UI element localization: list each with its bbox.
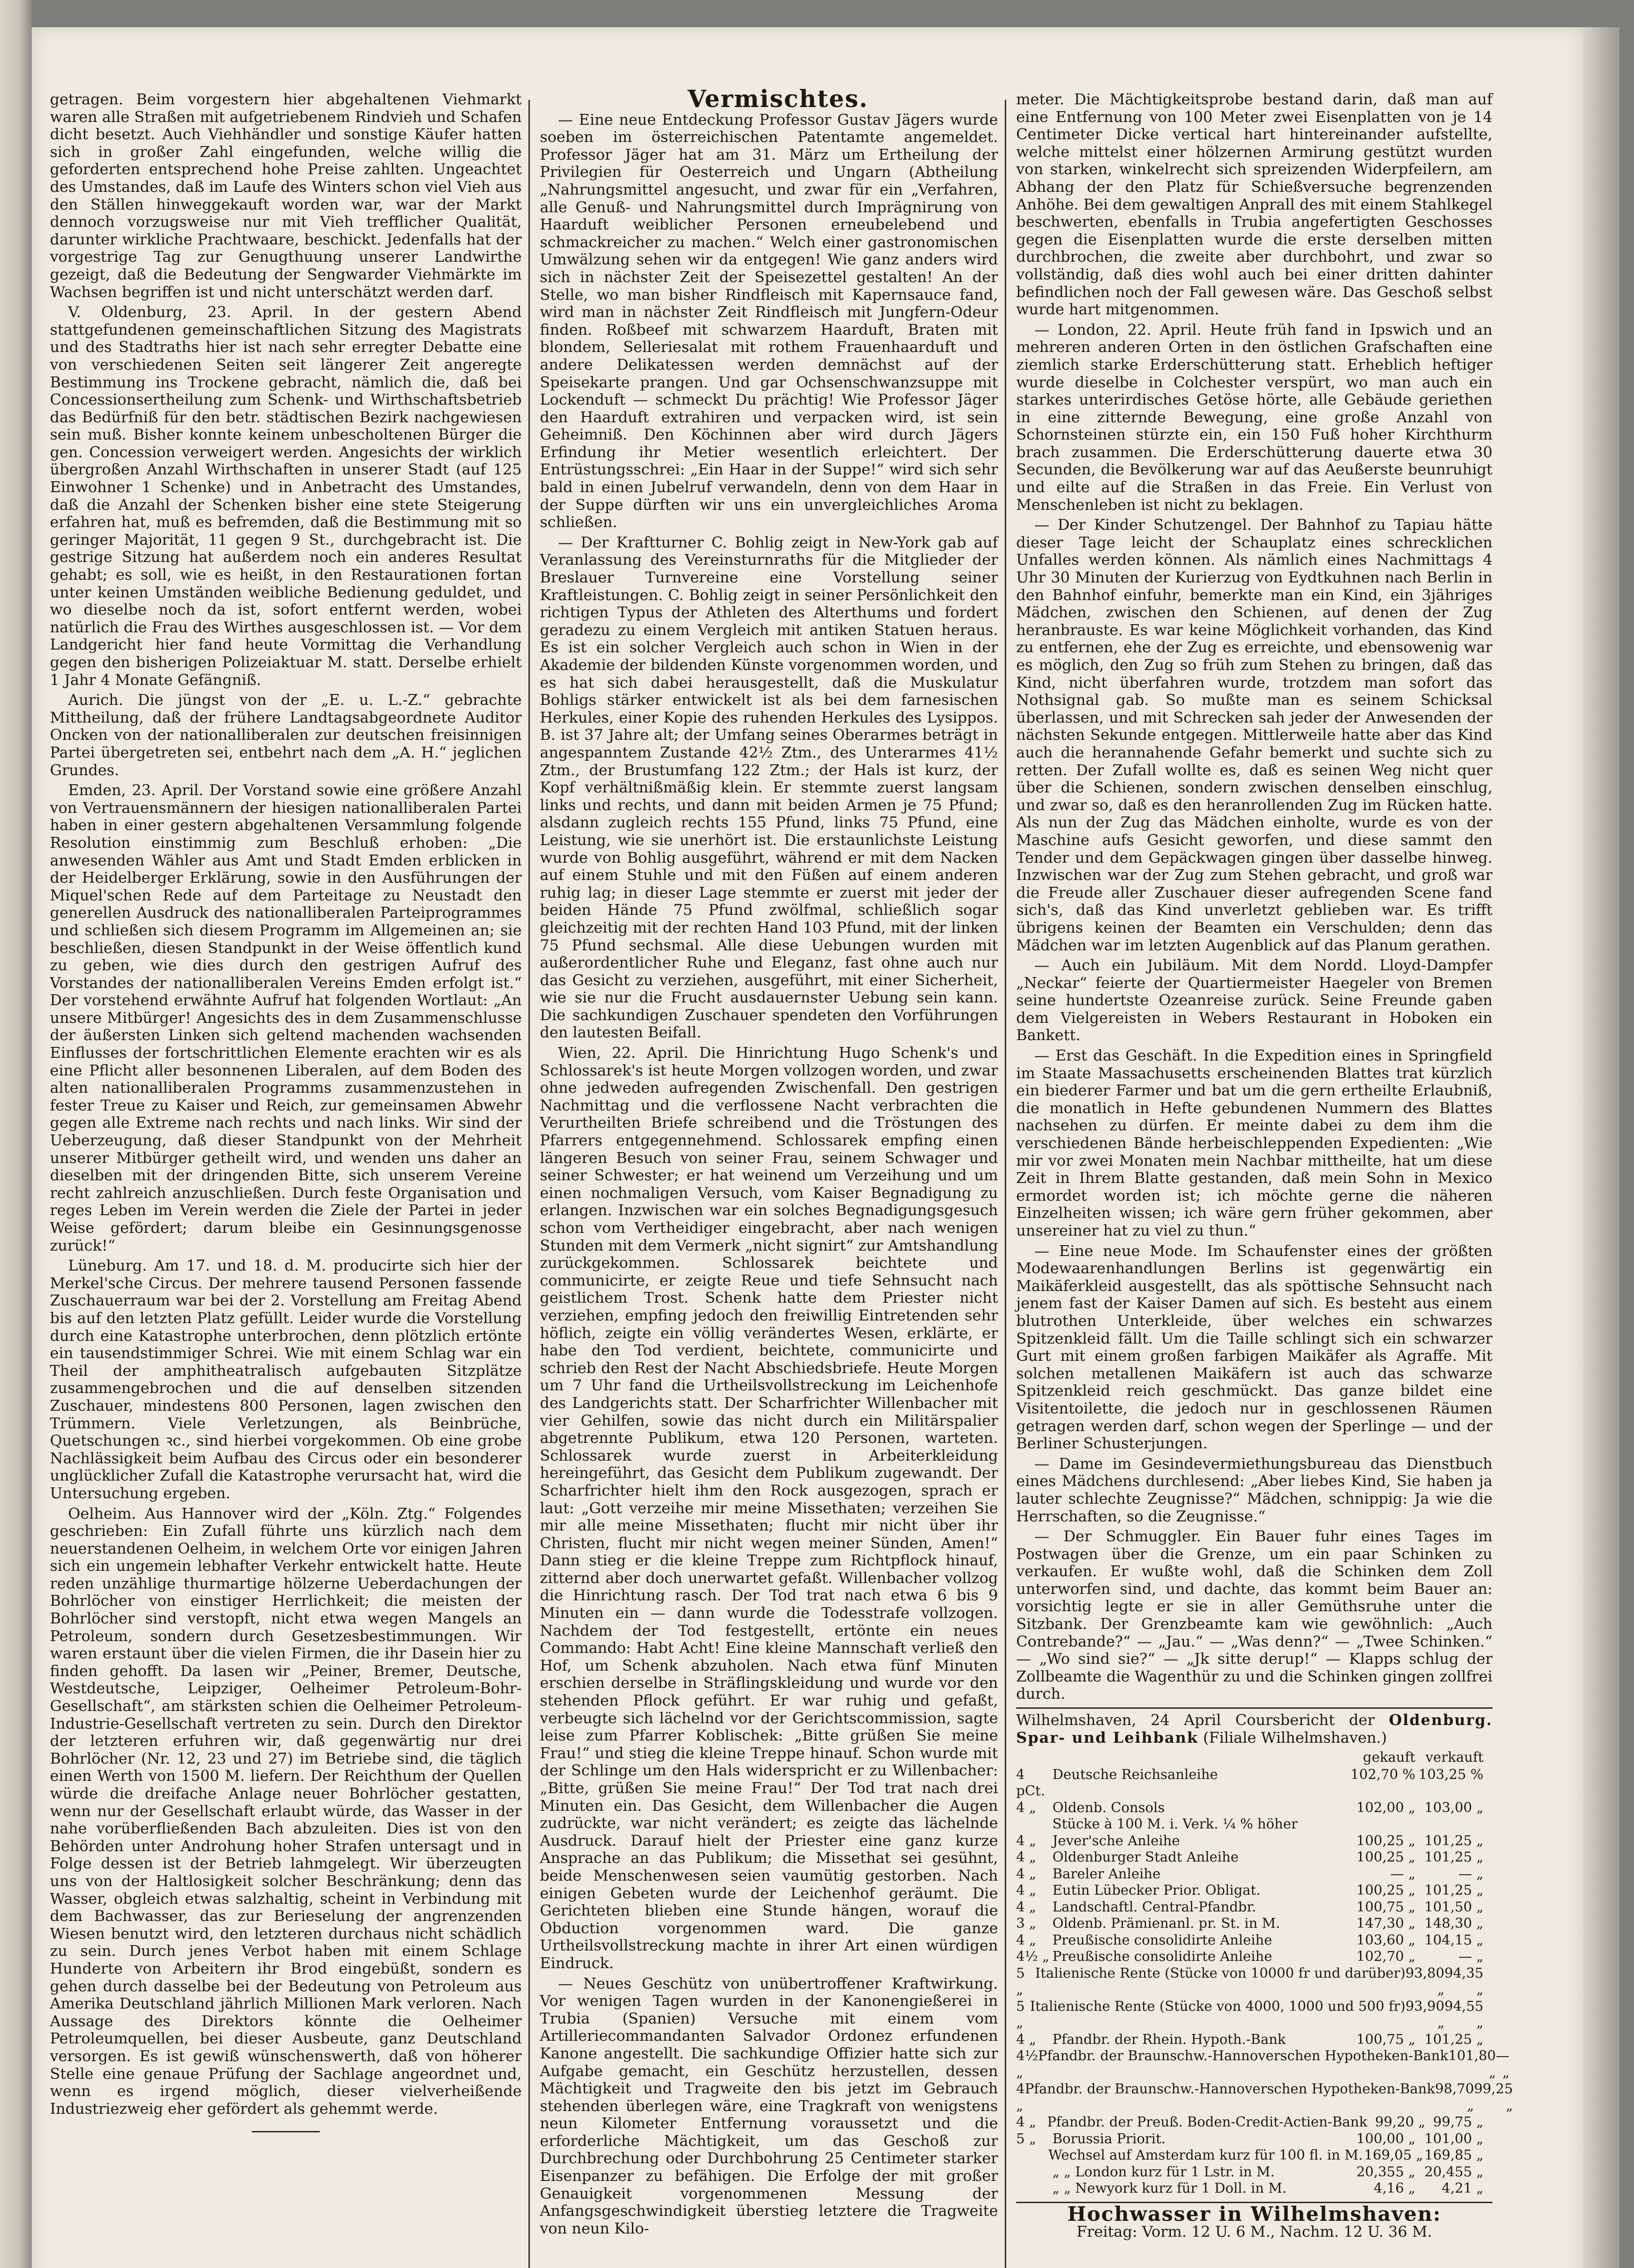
- market-rate: 4 „: [1016, 1882, 1037, 1899]
- market-sold: 94,55 „: [1444, 1998, 1483, 2031]
- market-rate: 4 „: [1016, 1849, 1037, 1866]
- market-sold: 101,00 „: [1424, 2131, 1483, 2147]
- market-sold: 103,25 %: [1418, 1766, 1483, 1783]
- market-bought: 100,25 „: [1356, 1833, 1415, 1849]
- market-sold: 101,25 „: [1424, 1849, 1483, 1866]
- article-schmuggler: — Der Schmuggler. Ein Bauer fuhr eines Tages im Postwagen über die Grenze, um ein paar Schinken zu verkaufen. Er wußte wohl, daß die Schinken dem Zoll unterworfen sind, und dachte, das kommt beim Bauer an: vorsichtig legte er sie in aller Gemüthsruhe unter die Sitzbank. Der Grenzbeamte kam wie gewöhnlich: „Auch Contrebande?“ — „Jau.“ — „Was denn?“ — „Twee Schinken.“ — „Wo sind sie?“ — „Jk sitte derup!“ — Klapps schlug der Zollbeamte die Wagenthür zu und die Schinken gingen zollfrei durch.: [1016, 1527, 1492, 1703]
- market-rate: 4½ „: [1016, 2048, 1038, 2081]
- market-bought: 100,00 „: [1356, 2131, 1415, 2147]
- market-sold: 104,15 „: [1424, 1932, 1483, 1948]
- column-rule: [528, 100, 530, 2268]
- market-bought: 100,25 „: [1356, 1882, 1415, 1899]
- market-rate: 3 „: [1016, 1916, 1037, 1932]
- market-row: [1016, 1833, 1492, 1850]
- market-sold: — „: [1458, 1949, 1483, 1965]
- article-oelheim: Oelheim. Aus Hannover wird der „Köln. Ztg.“ Folgendes geschrieben: Ein Zufall führte uns kürzlich nach dem neuerstandenen Oelheim, in welchem Orte vor einigen Jahren sich ein ungemein lebhafter Verkehr entwickelt hatte. Heute reden unzählige thurmartige hölzerne Ueberdachungen der Bohrlöcher von einstiger Herrlichkeit; die meisten der Bohrlöcher sind verstopft, nicht etwa wegen Mangels an Petroleum, sondern durch Gesetzesbestimmungen. Wir waren erstaunt über die vielen Firmen, die ihr Dasein hier zu finden gehofft. Da lasen wir „Peiner, Bremer, Deutsche, Westdeutsche, Leipziger, Oelheimer Petroleum-Bohr-Gesellschaft“, am stärksten schien die Oelheimer Petroleum-Industrie-Gesellschaft vertreten zu sein. Durch den Direktor der letzteren erfuhren wir, daß gegenwärtig nur drei Bohrlöcher (Nr. 12, 23 und 27) im Betriebe sind, die täglich einen Werth von 1500 M. liefern. Der Reichthum der Quellen würde die dreifache Anlage neuer Bohrlöcher gestatten, wenn nur der Gesellschaft erlaubt würde, das Wasser in der nahe vorüberfließenden Bach abzuleiten. Dies ist von den Behörden unter Androhung hoher Strafen untersagt und in Folge dessen ist der Betrieb lahmgelegt. Wir überzeugten uns von der Haltlosigkeit solcher Beschränkung; denn das Wasser, obgleich etwas salzhaltig, scheint in Verbindung mit dem Bachwasser, das zur Berieselung der angrenzenden Wiesen benutzt wird, den letzteren durchaus nicht schädlich zu sein. Durch jenes Verbot haben mit einem Schlage Hunderte von Arbeitern ihr Brod eingebüßt, sondern es gehen durch dasselbe bei der Bedeutung von Petroleum aus Amerika Deutschland jährlich Millionen Mark verloren. Nach Aussage des Direktors könnte die Oelheimer Petroleumquellen, bei dieser Ausbeute, ganz Deutschland versorgen. Es ist gewiß wünschenswerth, daß von höherer Stelle eine genaue Prüfung der Sachlage angeordnet und, wenn es irgend möglich, dieser vielverheißende Industriezweig eher gefördert als gehemmt werde.: [50, 1504, 522, 2117]
- market-row: [1016, 1932, 1492, 1949]
- article-viehmarkt: getragen. Beim vorgestern hier abgehaltenen Viehmarkt waren alle Straßen mit aufgetriebenem Rindvieh und Schafen dicht besetzt. Auch Viehhändler und sonstige Käufer hatten sich in großer Zahl eingefunden, welche willig die geforderten entsprechend hohe Preise zahlten. Ungeachtet des Umstandes, daß im Laufe des Winters schon viel Vieh aus den Ställen hinweggekauft worden war, war der Markt dennoch vorzugsweise nur mit Vieh trefflicher Qualität, darunter wirkliche Prachtwaare, beschickt. Jedenfalls hat der vorgestrige Tag zur Genugthuung unserer Landwirthe gezeigt, daß die Bedeutung der Sengwarder Viehmärkte im Wachsen begriffen ist und nicht unterschätzt werden darf.: [50, 90, 522, 301]
- market-sold: 99,25 „: [1474, 2081, 1513, 2114]
- market-rate: 4½ „: [1016, 1949, 1050, 1965]
- market-row: [1016, 2180, 1492, 2197]
- market-rate: 4 pCt.: [1016, 1766, 1045, 1799]
- high-water-notice: [1016, 2202, 1492, 2241]
- market-security-name: Pfandbr. der Braunschw.-Hannoverschen Hypotheken-Bank: [1038, 2048, 1448, 2064]
- section-title: Vermischtes.: [687, 85, 869, 113]
- market-row: [1016, 2131, 1492, 2148]
- market-rate: 5 „: [1016, 1998, 1025, 2031]
- market-security-name: Stücke à 100 M. i. Verk. ¼ % höher: [1052, 1816, 1298, 1833]
- article-jubilaeum: — Auch ein Jubiläum. Mit dem Nordd. Lloyd-Dampfer „Neckar“ feierte der Quartiermeister Haegeler von Bremen seine hundertste Ozeanreise zurück. Seine Freunde gaben dem Vielgereisten in Webers Restaurant in Hoboken ein Bankett.: [1016, 956, 1492, 1044]
- market-row: [1016, 1949, 1492, 1965]
- market-row: [1016, 1767, 1492, 1800]
- market-bought: 4,16 „: [1374, 2180, 1415, 2197]
- market-security-name: Wechsel auf Amsterdam kurz für 100 fl. in M.: [1048, 2147, 1363, 2164]
- market-security-name: Pfandbr. der Preuß. Boden-Credit-Actien-Bank: [1047, 2114, 1368, 2131]
- market-sold: 169,85 „: [1424, 2147, 1484, 2164]
- market-row: [1016, 1916, 1492, 1932]
- article-dienstbuch: — Dame im Gesindevermiethungsbureau das Dienstbuch eines Mädchens durchlesend: „Aber liebes Kind, Sie haben ja lauter schlechte Zeugnisse?“ Mädchen, schnippig: Ja wie die Herrschaften, so die Zeugnisse.“: [1016, 1454, 1492, 1525]
- market-sold: 99,75 „: [1433, 2114, 1484, 2131]
- article-bohlig: — Der Kraftturner C. Bohlig zeigt in New-York gab auf Veranlassung des Vereinsturnraths für die Mitglieder der Breslauer Turnvereine eine Vorstellung seiner Kraftleistungen. C. Bohlig zeigt in seiner Persönlichkeit den richtigen Typus der Athleten des Alterthums und fordert geradezu zu einem Vergleich mit antiken Statuen heraus. Es ist ein solcher Vergleich auch schon in Wien in der Akademie der bildenden Künste vorgenommen worden, und es hat sich dabei herausgestellt, daß die Muskulatur Bohligs stärker entwickelt ist als bei dem farnesischen Herkules, einer Kopie des ruhenden Herkules des Lysippos. B. ist 37 Jahre alt; der Umfang seines Oberarmes beträgt in angespanntem Zustande 42½ Ztm., des Unterarmes 41½ Ztm., der Brustumfang 122 Ztm.; der Hals ist kurz, der Kopf verhältnißmäßig klein. Er stemmte zuerst langsam links und rechts, und dann mit beiden Armen je 75 Pfund; alsdann zugleich rechts 155 Pfund, links 75 Pfund, eine Leistung, wie sie unerhört ist. Die erstaunlichste Leistung wurde von Bohlig ausgeführt, während er mit dem Nacken auf einem Stuhle und mit den Füßen auf einem anderen ruhig lag; in dieser Lage stemmte er zuerst mit jeder der beiden Hände 75 Pfund zwölfmal, schließlich sogar gleichzeitig mit der rechten Hand 103 Pfund, mit der linken 75 Pfund sechsmal. Alle diese Uebungen wurden mit außerordentlicher Ruhe und Eleganz, fast ohne auch nur das Gesicht zu verziehen, ausgeführt, mit einer Sicherheit, wie sie nur die Frucht ausdauernster Uebung sein kann. Die sachkundigen Zuschauer spendeten den Vorführungen den lautesten Beifall.: [540, 533, 998, 1041]
- column-2: [540, 85, 998, 2268]
- market-sold: 101,25 „: [1424, 1833, 1483, 1849]
- market-bought: 100,75 „: [1356, 2031, 1415, 2048]
- market-security-name: Pfandbr. der Rhein. Hypoth.-Bank: [1052, 2031, 1286, 2048]
- market-rate: 4 „: [1016, 1866, 1037, 1882]
- market-bought: 100,75 „: [1356, 1899, 1415, 1915]
- high-water-title: Hochwasser in Wilhelmshaven:: [1067, 2202, 1442, 2226]
- market-report-place: Wilhelmshaven, 24 April: [1016, 1711, 1221, 1729]
- market-bought: 93,80 „: [1405, 1965, 1445, 1998]
- market-sold: 101,25 „: [1424, 1882, 1483, 1899]
- market-row: [1016, 1849, 1492, 1866]
- market-sold: 4,21 „: [1442, 2180, 1483, 2197]
- market-report-branch: (Filiale Wilhelmshaven.): [1203, 1728, 1387, 1746]
- market-bought: 93,90 „: [1405, 1998, 1445, 2031]
- market-rate: 4 „: [1016, 2081, 1025, 2114]
- market-row: [1016, 2081, 1513, 2114]
- market-rate: [1016, 1816, 1052, 1833]
- article-aurich: Aurich. Die jüngst von der „E. u. L.-Z.“ gebrachte Mittheilung, daß der frühere Landtagsabgeordnete Auditor Oncken von der nationalliberalen zur deutschen freisinnigen Partei übergetreten sei, entbehrt nach dem „A. H.“ jeglichen Grundes.: [50, 691, 522, 779]
- market-bought: 20,355 „: [1356, 2164, 1415, 2180]
- market-rate: 4 „: [1016, 2031, 1037, 2048]
- market-security-name: Deutsche Reichsanleihe: [1052, 1766, 1218, 1783]
- market-rate: 4 „: [1016, 1799, 1037, 1816]
- market-rate: [1016, 2147, 1048, 2164]
- article-emden: Emden, 23. April. Der Vorstand sowie eine größere Anzahl von Vertrauensmännern der hiesigen nationalliberalen Partei haben in einer gestern abgehaltenen Versammlung folgende Resolution einstimmig zum Beschluß erhoben: „Die anwesenden Wähler aus Amt und Stadt Emden erblicken in der Heidelberger Erklärung, sowie in den Ausführungen der Miquel'schen Rede auf dem Parteitage zu Neustadt den generellen Ausdruck des nationalliberalen Parteiprogrammes und schließen sich diesem Programm im Allgemeinen an; sie beschließen, diesen Standpunkt in der Weise öffentlich kund zu geben, wie dies durch den gestrigen Aufruf des Vorstandes der nationalliberalen Vereins Emden erfolgt ist.“ Der vorstehend erwähnte Aufruf hat folgenden Wortlaut: „An unsere Mitbürger! Angesichts des in dem Zusammenschlusse der äußersten Linken sich geltend machenden wachsenden Einflusses der fortschrittlichen Elemente erachten wir es als eine Pflicht aller besonnenen Liberalen, auf dem Boden des alten nationalliberalen Programms zusammenzustehen in fester Treue zu Kaiser und Reich, zur gemeinsamen Abwehr gegen alle Extreme nach rechts und nach links. Wir sind der Ueberzeugung, daß dieser Standpunkt von der Mehrheit unserer Mitbürger getheilt wird, und wenden uns daher an dieselben mit der dringenden Bitte, sich unserem Vereine recht zahlreich anzuschließen. Durch feste Organisation und reges Leben im Verein werden die Ziele der Partei in jeder Weise gefördert; darum bleibe ein Gesinnungsgenosse zurück!“: [50, 781, 522, 1254]
- market-sold: 101,25 „: [1424, 2031, 1483, 2048]
- market-security-name: Preußische consolidirte Anleihe: [1052, 1932, 1272, 1948]
- column-rule: [1005, 100, 1006, 2268]
- market-row: [1016, 2147, 1492, 2164]
- market-rate: 4 „: [1016, 1932, 1037, 1948]
- market-security-name: Preußische consolidirte Anleihe: [1052, 1949, 1272, 1965]
- market-security-name: Oldenb. Prämienanl. pr. St. in M.: [1052, 1916, 1280, 1932]
- market-sold: 148,30 „: [1424, 1916, 1483, 1932]
- market-row: [1016, 1882, 1492, 1899]
- market-row: [1016, 2164, 1492, 2181]
- market-row: [1016, 1965, 1492, 1999]
- market-row: [1016, 2048, 1510, 2081]
- column-3: [1016, 90, 1513, 2268]
- article-geschaeft: — Erst das Geschäft. In die Expedition eines in Springfield im Staate Massachusetts erscheinenden Blattes trat kürzlich ein biederer Farmer und bat um die gern ertheilte Erlaubniß, die monatlich in Hefte gebundenen Nummern des Blattes nachsehen zu dürfen. Er meinte dabei zu dem ihm die verschiedenen Bände herbeischleppenden Expedienten: „Wie mir vor zwei Monaten mein Nachbar mittheilte, hat um diese Zeit in Ihrem Blatte gestanden, daß mein Sohn in Mexico ermordet worden ist; ich möchte gerne die näheren Einzelheiten wissen; ich wäre gern früher gekommen, aber unsereiner hat zu viel zu thun.“: [1016, 1046, 1492, 1239]
- page-edge-right: [1583, 27, 1619, 2268]
- market-sold: 101,50 „: [1424, 1899, 1483, 1915]
- market-report-title: [1016, 1707, 1492, 1746]
- article-schutzengel: — Der Kinder Schutzengel. Der Bahnhof zu Tapiau hätte dieser Tage leicht der Schauplatz eines schrecklichen Unfalles werden können. Als nämlich eines Nachmittags 4 Uhr 30 Minuten der Kurierzug von Eydtkuhnen nach Berlin in den Bahnhof einfuhr, bemerkte man ein Kind, ein 3jähriges Mädchen, zwischen den Schienen, auf denen der Zug heranbrauste. Es war keine Möglichkeit vorhanden, das Kind zu entfernen, ehe der Zug es erreichte, und ebensowenig war es möglich, den Zug so früh zum Stehen zu bringen, daß das Kind, nicht überfahren wurde, trotzdem man sofort das Nothsignal gab. So mußte man es seinem Schicksal überlassen, und mit Schrecken sah jeder der Anwesenden der nächsten Sekunde entgegen. Mittlerweile hatte aber das Kind auch die herannahende Gefahr bemerkt und suchte sich zu retten. Der Zufall wollte es, daß es seinen Weg nicht quer über die Schienen, sondern zwischen denselben einschlug, und zwar so, daß es den heranrollenden Zug im Rücken hatte. Als nun der Zug das Mädchen einholte, wurde es von der Maschine aufs Gesicht geworfen, und diese sammt den Tender und dem Gepäckwagen gingen über dasselbe hinweg. Inzwischen war der Zug zum Stehen gebracht, und groß war die Freude aller Zuschauer dieser aufregenden Scene fand sich's, daß das Kind unverletzt geblieben war. Es trifft übrigens keinen der Beamten ein Verschulden; denn das Mädchen war im letzten Augenblick auf das Planum gerathen.: [1016, 516, 1492, 954]
- market-row: [1016, 1800, 1492, 1817]
- market-security-name: Italienische Rente (Stücke von 4000, 1000 und 500 fr): [1030, 1998, 1406, 2014]
- market-sold: 103,00 „: [1424, 1799, 1483, 1816]
- market-bought: — „: [1390, 1866, 1415, 1882]
- market-sold: [1415, 1816, 1492, 1833]
- market-row: [1016, 1999, 1492, 2032]
- market-security-name: „ „ Newyork kurz für 1 Doll. in M.: [1052, 2180, 1287, 2197]
- article-lueneburg: Lüneburg. Am 17. und 18. d. M. producirte sich hier der Merkel'sche Circus. Der mehrere tausend Personen fassende Zuschauerraum war bei der 2. Vorstellung am Freitag Abend bis auf den letzten Platz gefüllt. Leider wurde die Vorstellung durch eine Katastrophe unterbrochen, denn plötzlich ertönte ein tausendstimmiger Schrei. Wie mit einem Schlag war ein Theil der amphitheatralisch aufgebauten Sitzplätze zusammengebrochen und die auf denselben sitzenden Zuschauer, mindestens 800 Personen, lagen zwischen den Trümmern. Viele Verletzungen, als Beinbrüche, Quetschungen ꝛc., sind hierbei vorgekommen. Ob eine grobe Nachlässigkeit beim Aufbau des Circus oder ein besonderer unglücklicher Zufall die Katastrophe verursacht hat, wird die Untersuchung ergeben.: [50, 1256, 522, 1502]
- market-sold: — „: [1496, 2048, 1510, 2081]
- article-london: — London, 22. April. Heute früh fand in Ipswich und an mehreren anderen Orten in den östlichen Grafschaften eine ziemlich starke Erderschütterung statt. Erheblich heftiger wurde dieselbe in Colchester verspürt, wo man auch ein starkes unterirdisches Getöse hörte, alle Gebäude geriethen in eine zitternde Bewegung, eine große Anzahl von Schornsteinen stürzte ein, ein 150 Fuß hoher Kirchthurm brach zusammen. Die Erderschütterung dauerte etwa 30 Secunden, die Bevölkerung war auf das Aeußerste beunruhigt und eilte auf die Straßen in das Freie. Ein Verlust von Menschenleben ist nicht zu beklagen.: [1016, 320, 1492, 513]
- market-bought: 101,80 „: [1448, 2048, 1496, 2081]
- market-rate: [1016, 2180, 1052, 2197]
- market-report: [1016, 1707, 1513, 2197]
- article-mode: — Eine neue Mode. Im Schaufenster eines der größten Modewaarenhandlungen Berlins ist gegenwärtig ein Maikäferkleid ausgestellt, das als spöttische Sehnsucht nach jenem fast der Kaiser Damen auf sich. Es besteht aus einem blutrothen Unterkleide, über welches ein schwarzes Spitzenkleid fällt. Um die Taille schlingt sich ein schwarzer Gurt mit einem großen farbigen Maikäfer als Agraffe. Mit solchen metallenen Maikäfern ist auch das schwarze Spitzenkleid reich geschmückt. Das ganze bildet eine Visitentoilette, die jedoch nur in geschlossenen Räumen getragen werden darf, schon wegen der Sperlinge — und der Berliner Schusterjungen.: [1016, 1242, 1492, 1452]
- market-bought: 102,70 „: [1356, 1949, 1415, 1965]
- market-sold: — „: [1458, 1866, 1483, 1882]
- high-water-times: Freitag: Vorm. 12 U. 6 M., Nachm. 12 U. 36 M.: [1076, 2223, 1432, 2241]
- market-bought: 169,05 „: [1364, 2147, 1424, 2164]
- market-bought: 99,20 „: [1375, 2114, 1426, 2131]
- market-sold: 94,35 „: [1444, 1965, 1483, 1998]
- end-rule: [252, 2131, 320, 2132]
- market-report-rows: [1016, 1766, 1513, 2197]
- article-wien: Wien, 22. April. Die Hinrichtung Hugo Schenk's und Schlossarek's ist heute Morgen vollzogen worden, und zwar ohne jedweden aufregenden Zwischenfall. Den gestrigen Nachmittag und die verflossene Nacht verbrachten die Verurtheilten Briefe schreibend und die Tröstungen des Pfarrers entgegennehmend. Schlossarek empfing einen längeren Besuch von seiner Frau, seinem Schwager und seiner Schwester; er hat weinend um Verzeihung und um einen nochmaligen Versuch, vom Kaiser Begnadigung zu erlangen. Inzwischen war ein solches Begnadigungsgesuch schon vom Vertheidiger eingebracht, aber nach wenigen Stunden mit dem Vermerk „nicht signirt“ zur Amtshandlung zurückgekommen. Schlossarek beichtete und communicirte, er zeigte Reue und tiefe Sehnsucht nach geistlichem Trost. Schenk hatte dem Priester nicht verziehen, empfing jedoch den freiwillig Eintretenden sehr höflich, zeigte ein völlig verändertes Wesen, erklärte, er habe den Tod verdient, beichtete, communicirte und schrieb den Rest der Nacht Abschiedsbriefe. Heute Morgen um 7 Uhr fand die Urtheilsvollstreckung im Leichenhofe des Landgerichts statt. Der Scharfrichter Willenbacher mit vier Gehilfen, sowie das nicht durch ein Militärspalier abgetrennte Publikum, etwa 120 Personen, warteten. Schlossarek wurde zuerst in Arbeiterkleidung hereingeführt, das Gesicht dem Publikum zugewandt. Der Scharfrichter hielt ihm den Rock ausgezogen, sprach er laut: „Gott verzeihe mir meine Missethaten; verzeihen Sie mir alle meine Missethaten; flucht mir nicht über ihr Christen, flucht mir nicht wegen meiner Sünden, Amen!“ Dann stieg er die kleine Treppe zum Richtpflock hinauf, zitternd aber doch unerwartet gefaßt. Willenbacher vollzog die Hinrichtung rasch. Der Tod trat nach etwa 6 bis 9 Minuten ein — dann wurde die Todesstrafe vollzogen. Nachdem der Tod festgestellt, ertönte ein neues Commando: Habt Acht! Eine kleine Mannschaft verließ den Hof, um Schenk abzuholen. Nach etwa fünf Minuten erschien derselbe in Sträflingskleidung und wurde vor den stehenden Pflock geführt. Er war ruhig und gefaßt, verbeugte sich lächelnd vor der Gerichtscommission, sagte leise zum Pfarrer Koblischek: „Bitte grüßen Sie meine Frau!“ und stieg die kleine Treppe hinauf. Schon wurde mit der Schlinge um den Hals widerspricht er zu Willenbacher: „Bitte, grüßen Sie meine Frau!“ Der Tod trat nach drei Minuten ein. Das Gesicht, dem Willenbacher die Augen zudrückte, war nicht verändert; es zeigte das lächelnde Ausdruck. Darauf hielt der Priester eine ganz kurze Ansprache an das Publikum; die Missethat sei gesühnt, beide Menschenwesen seien vaumütig gestorben. Nach einigen Gebeten wurde der Leichenhof geräumt. Die Gerichteten blieben eine Stunde hängen, worauf die Obduction vorgenommen ward. Die ganze Urtheilsvollstreckung machte in ihrer Art einen würdigen Eindruck.: [540, 1044, 998, 1972]
- market-bought: 100,25 „: [1356, 1849, 1415, 1866]
- market-security-name: Oldenb. Consols: [1052, 1799, 1165, 1816]
- market-rate: 4 „: [1016, 1833, 1037, 1849]
- market-report-label: Coursbericht der: [1235, 1711, 1375, 1729]
- market-report-header: [1016, 1749, 1492, 1767]
- market-row: [1016, 1899, 1492, 1916]
- market-security-name: Oldenburger Stadt Anleihe: [1052, 1849, 1239, 1866]
- market-row: [1016, 1816, 1492, 1833]
- market-security-name: Italienische Rente (Stücke von 10000 fr und darüber): [1035, 1965, 1406, 1981]
- market-rate: [1016, 2164, 1052, 2181]
- market-bought: [1347, 1816, 1415, 1833]
- market-security-name: Borussia Priorit.: [1052, 2131, 1166, 2147]
- market-security-name: Bareler Anleihe: [1052, 1866, 1161, 1882]
- market-row: [1016, 1866, 1492, 1883]
- market-bought: 98,70 „: [1435, 2081, 1474, 2114]
- market-bought: 102,70 %: [1350, 1766, 1415, 1783]
- article-jaeger: — Eine neue Entdeckung Professor Gustav Jägers wurde soeben im österreichischen Patentamte angemeldet. Professor Jäger hat am 31. März um Ertheilung der Privilegien für Oesterreich und Ungarn (Abtheilung „Nahrungsmittel angesucht, und zwar für ein „Verfahren, alle Genuß- und Nahrungsmittel durch Imprägnirung von Haarduft weiblicher Personen erneubelebend und schmackreicher zu machen.“ Welch einer gastronomischen Umwälzung sehen wir da entgegen! Wie ganz anders wird sich in nächster Zeit der Speisezettel gestalten! An der Stelle, wo man bisher Rindfleisch mit Kapernsauce fand, wird man in nächster Zeit Rindfleisch mit Jungfern-Odeur finden. Roßbeef mit schwarzem Haarduft, Braten mit blondem, Selleriesalat mit rothem Frauenhaarduft und andere Delikatessen werden demnächst auf der Speisekarte prangen. Und gar Ochsenschwanzsuppe mit Lockenduft — schmeckt Du prächtig! Wie Professor Jäger den Haarduft extrahiren und verpacken wird, ist sein Geheimniß. Den Köchinnen aber wird durch Jägers Erfindung ihr Metier wesentlich erleichtert. Der Entrüstungsschrei: „Ein Haar in der Suppe!“ wird sich sehr bald in einen Jubelruf verwandeln, denn von dem Haar in der Suppe dürften wir uns ein unvergleichliches Aroma schließen.: [540, 110, 998, 531]
- market-row: [1016, 2114, 1492, 2131]
- market-security-name: Landschaftl. Central-Pfandbr.: [1052, 1899, 1257, 1915]
- article-oldenburg: V. Oldenburg, 23. April. In der gestern Abend stattgefundenen gemeinschaftlichen Sitzung des Magistrats und des Stadtraths hier ist nach sehr erregter Debatte eine von verschiedenen Seiten seit längerer Zeit angeregte Bestimmung ins Trockene gebracht, nämlich die, daß bei Concessionsertheilung zum Schenk- und Wirthschaftsbetrieb das Bedürfniß für den betr. städtischen Bezirk nachgewiesen sein muß. Bisher konnte keinem unbescholtenen Bürger die gen. Concession verweigert werden. Angesichts der wirklich übergroßen Anzahl Wirthschaften in unserer Stadt (auf 125 Einwohner 1 Schenke) und in Anbetracht des Umstandes, daß die Anzahl der Schenken bisher eine stete Steigerung erfahren hat, muß es befremden, daß die Bestimmung mit so geringer Majorität, 11 gegen 9 St., durchgebracht ist. Die gestrige Sitzung hat außerdem noch ein anderes Resultat gehabt; es soll, wie es heißt, in den Restaurationen fortan unter keinen Umständen weibliche Bedienung geduldet, und wo dieselbe noch da ist, sofort entfernt werden, wobei natürlich die Frau des Wirthes ausgeschlossen ist. — Vor dem Landgericht hier fand heute Vormittag die Verhandlung gegen den bisherigen Polizeiaktuar M. statt. Derselbe erhielt 1 Jahr 4 Monate Gefängniß.: [50, 303, 522, 689]
- market-sold: 20,455 „: [1424, 2164, 1483, 2180]
- market-rate: 5 „: [1016, 2131, 1037, 2147]
- market-security-name: „ „ London kurz für 1 Lstr. in M.: [1052, 2164, 1275, 2180]
- market-security-name: Pfandbr. der Braunschw.-Hannoverschen Hypotheken-Bank: [1025, 2081, 1435, 2097]
- market-bought: 103,60 „: [1356, 1932, 1415, 1948]
- market-rate: 4 „: [1016, 1899, 1037, 1915]
- market-bought: 147,30 „: [1356, 1916, 1415, 1932]
- market-row: [1016, 2032, 1492, 2048]
- article-geschuetz: — Neues Geschütz von unübertroffener Kraftwirkung. Vor wenigen Tagen wurden in der Kanonengießerei in Trubia (Spanien) Versuche mit einem vom Artilleriecommandanten Salvador Ordonez erfundenen Kanone angestellt. Die sachkundige Offizier hatte sich zur Aufgabe gemacht, ein Geschütz herzustellen, dessen Mächtigkeit und Tragweite den bis jetzt im Gebrauch stehenden überlegen wäre, eine Tragkraft von wenigstens neun Kilometer Entfernung voraussetzt und die erforderliche Mächtigkeit, um das Geschoß zur Durchbrechung oder Durchbohrung 25 Centimeter starker Eisenpanzer zu befähigen. Die Erfolge der mit großer Genauigkeit vorgenommenen Messung der Anfangsgeschwindigkeit überstieg letztere die Tragweite von neun Kilo-: [540, 1974, 998, 2237]
- previous-page-edge: [0, 0, 32, 2268]
- header-sold: verkauft: [1425, 1750, 1483, 1766]
- market-security-name: Jever'sche Anleihe: [1052, 1833, 1180, 1849]
- column-1: [50, 91, 522, 2268]
- market-rate: 5 „: [1016, 1965, 1025, 1998]
- market-bought: 102,00 „: [1356, 1799, 1415, 1816]
- market-report-bank: Oldenburg. Spar- und Leihbank: [1016, 1711, 1492, 1746]
- market-rate: 4 „: [1016, 2114, 1037, 2131]
- article-geschuetz-cont: meter. Die Mächtigkeitsprobe bestand darin, daß man auf eine Entfernung von 100 Meter zwei Eisenplatten von je 14 Centimeter Dicke vertical hart hintereinander aufstellte, welche mittelst einer hölzernen Armirung gestützt wurden von starken, winkelrecht sich spreizenden Widerpfeilern, am Abhang der den Platz für Schießversuche begrenzenden Anhöhe. Bei dem gewaltigen Anprall des mit einem Stahlkegel beschwerten, ebenfalls in Trubia angefertigten Geschosses gegen die Eisenplatten wurde die erste derselben mitten durchbrochen, die zweite aber durchbohrt, und zwar so vollständig, daß dies wohl auch bei einer dritten dahinter befindlichen noch der Fall gewesen wäre. Das Geschoß selbst wurde hart mitgenommen.: [1016, 90, 1492, 318]
- header-bought: gekauft: [1363, 1750, 1415, 1766]
- market-security-name: Eutin Lübecker Prior. Obligat.: [1052, 1882, 1261, 1899]
